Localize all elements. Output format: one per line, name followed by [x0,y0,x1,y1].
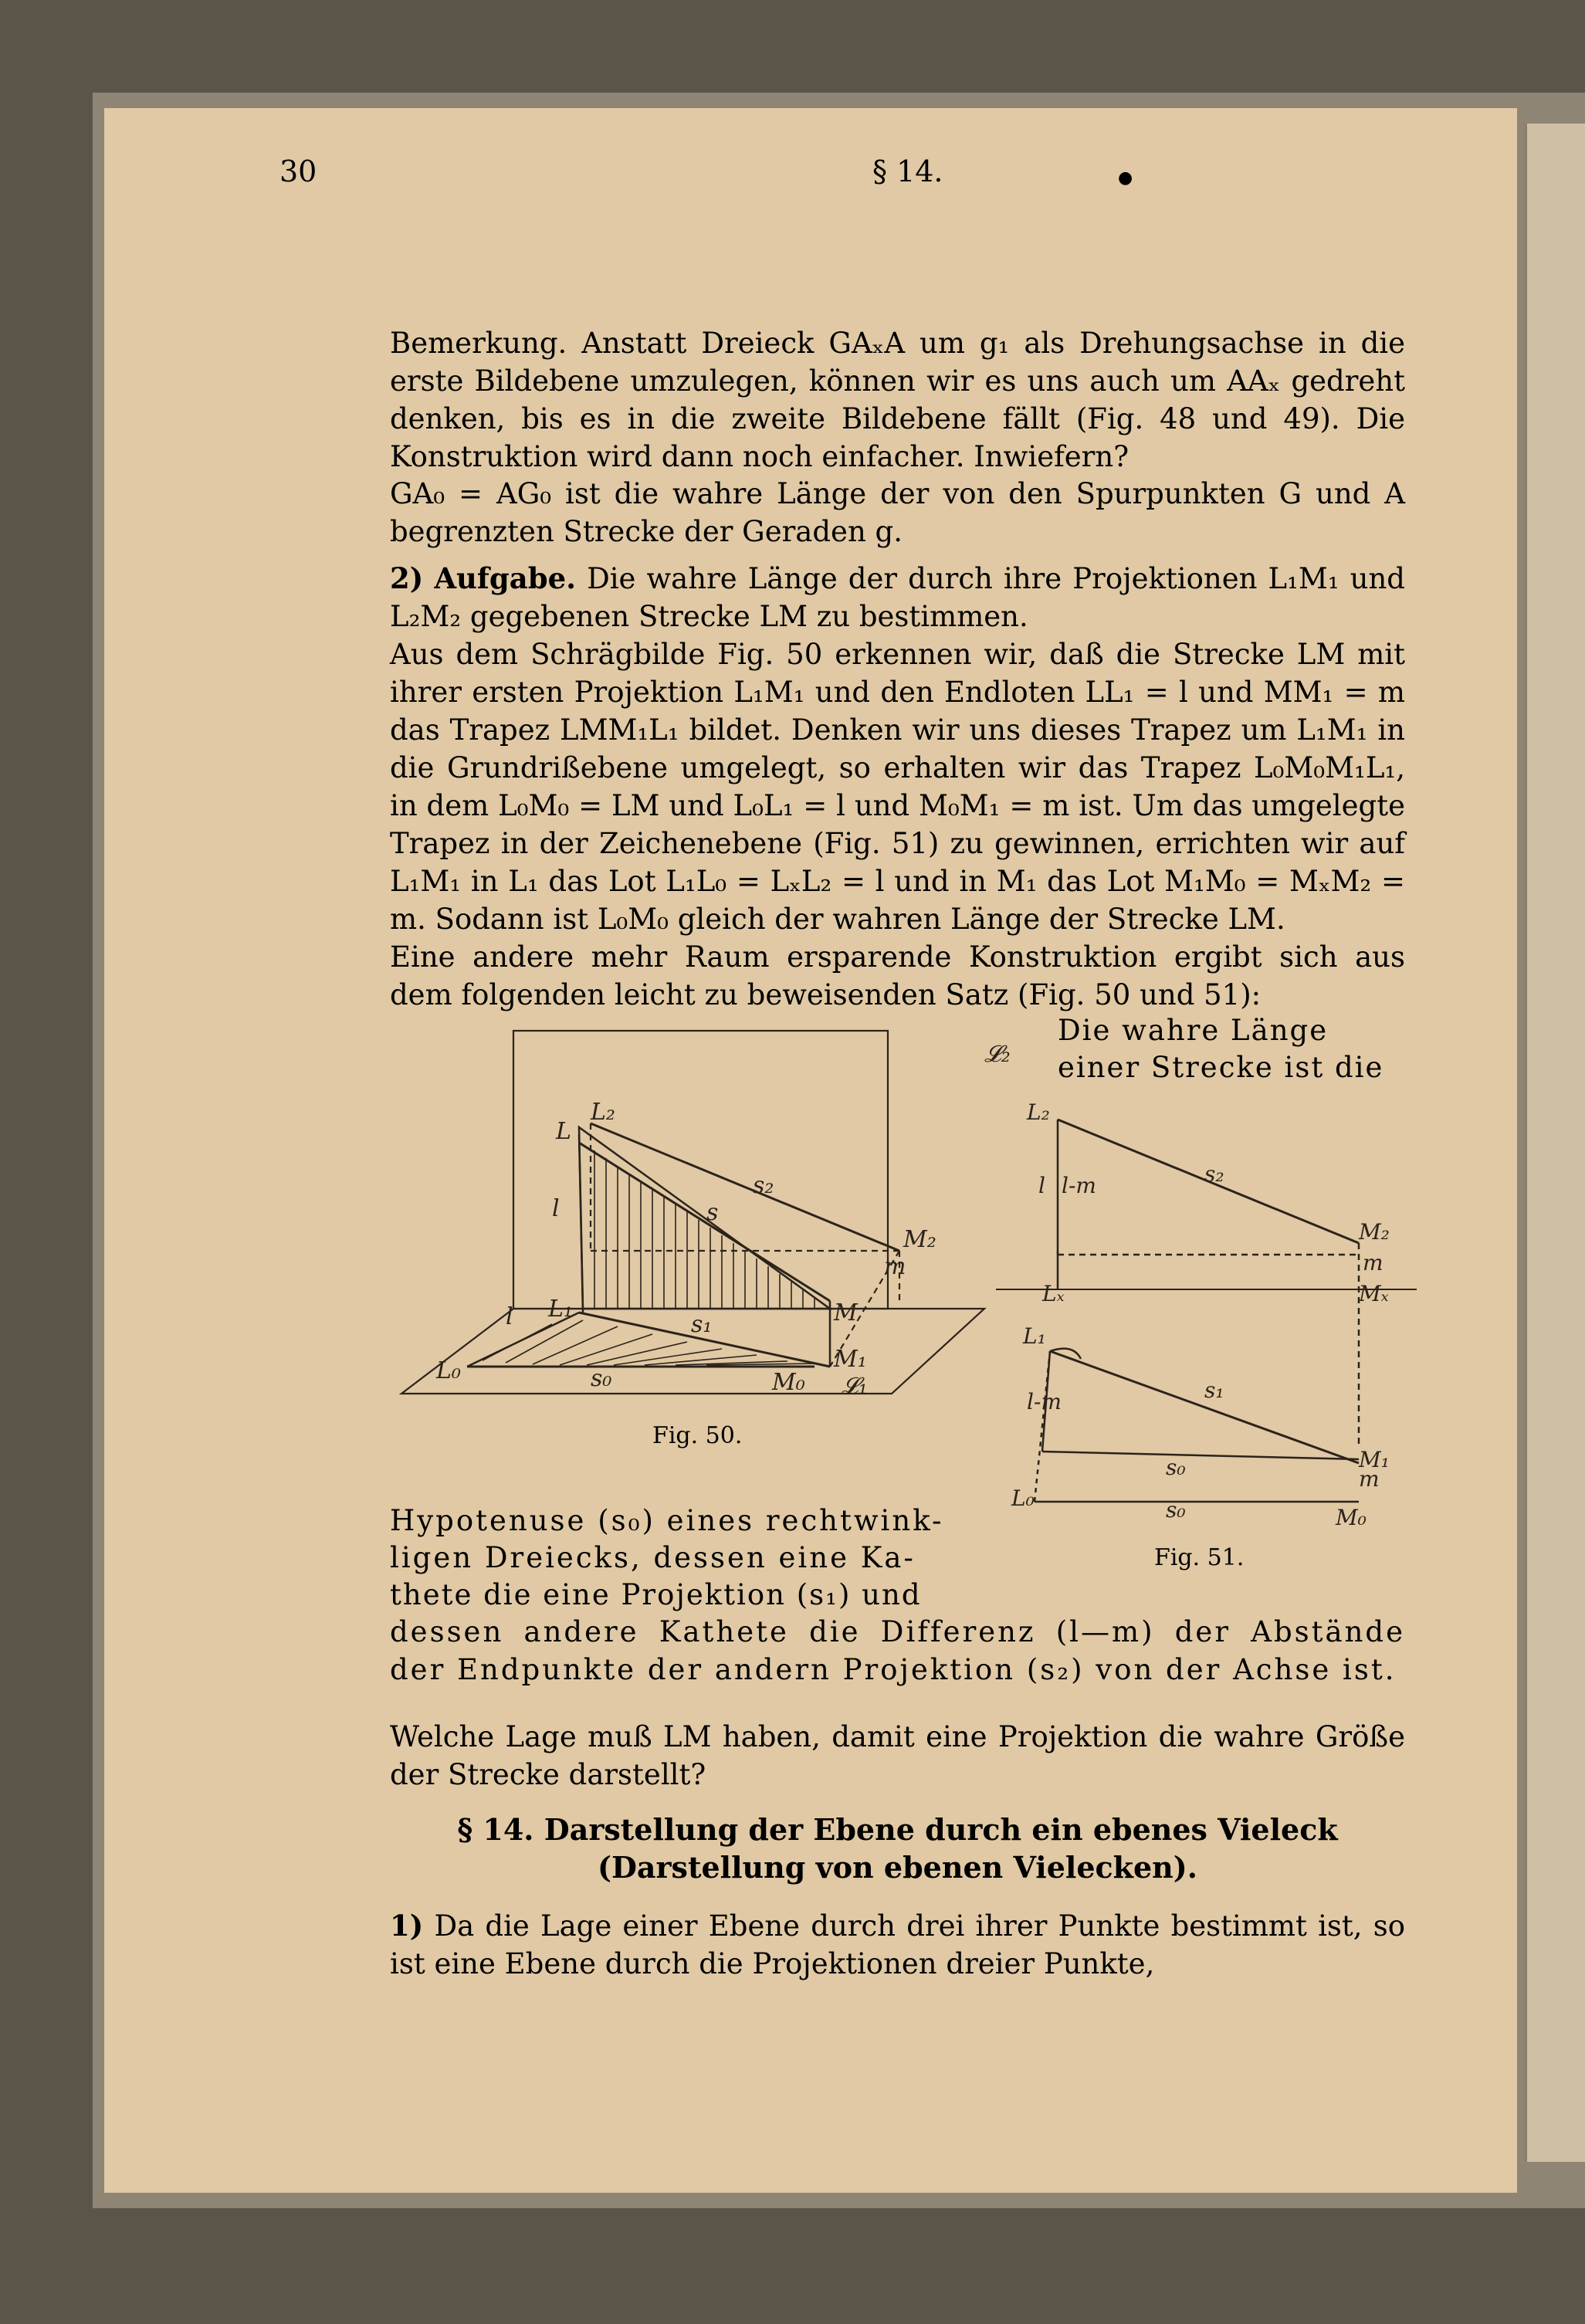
satz-line-3: Hypotenuse (s₀) eines rechtwink- [390,1504,944,1537]
satz-line-1: Die wahre Länge [1058,1014,1329,1047]
page-number: 30 [279,154,317,188]
figure-50 [398,1027,1023,1428]
fig50-line-l [579,1135,583,1313]
fig51-caption: Fig. 51. [1154,1544,1245,1571]
fig50-line-s2 [591,1123,899,1251]
paragraph-schraegbild: Aus dem Schrägbilde Fig. 50 erkennen wir, daß die Strecke LM mit ihrer ersten Projektion L₁M₁ und den Endloten LL₁ = l und MM₁ = m das Trapez LMM₁L₁ bildet. Denken wir uns dieses Trapez um L₁M₁ in die Grundrißebene umgelegt, so erhalten wir das Trapez L₀M₀M₁L₁, in dem L₀M₀ = LM und L₀L₁ = l und M₀M₁ = m ist. Um das umgelegte Trapez in der Zeichenebene (Fig. 51) zu gewinnen, errichten wir auf L₁M₁ in L₁ das Lot L₁L₀ = LₓL₂ = l und in M₁ das Lot M₁M₀ = MₓM₂ = m. Sodann ist L₀M₀ gleich der wahren Länge der Strecke LM. [390,638,1405,936]
next-page-edge [1525,124,1585,2162]
fig51-label-so: s₀ [1166,1455,1186,1480]
fig51-label-L2: L₂ [1027,1099,1050,1125]
fig50-label-m: m [884,1253,906,1280]
paragraph-ga0: GA₀ = AG₀ ist die wahre Länge der von den Spurpunkten G und A begrenzten Strecke der Geraden g. [390,477,1405,548]
fig51-label-Mo: M₀ [1336,1505,1367,1530]
fig50-label-plane2: 𝓛₂ [984,1041,1011,1068]
fig51-label-m2: m [1359,1466,1380,1492]
fig50-label-s2: s₂ [753,1172,774,1199]
fig51-line-s1 [1050,1351,1359,1463]
fig50-label-L: L [556,1118,571,1145]
fig51-label-s1: s₁ [1204,1377,1224,1403]
fig50-label-s1: s₁ [691,1311,713,1338]
figure-51 [996,1096,1417,1536]
paragraph-welche: Welche Lage muß LM haben, damit eine Projektion die wahre Größe der Strecke darstellt? [390,1720,1405,1791]
fig51-label-M2: M₂ [1359,1219,1390,1245]
fig50-label-L2: L₂ [591,1099,615,1126]
running-head: § 14. [872,154,943,188]
paragraph-bemerkung: Bemerkung. Anstatt Dreieck GAₓA um g₁ als Drehungsachse in die erste Bildebene umzulegen, können wir es uns auch um AAₓ gedreht denken, bis es in die zweite Bildebene fällt (Fig. 48 und 49). Die Konstruktion wird dann noch einfacher. Inwiefern? [390,327,1405,473]
fig51-label-so2: s₀ [1166,1497,1186,1523]
fig51-label-Mx: Mₓ [1359,1281,1389,1306]
section-1-number: 1) [390,1909,424,1943]
satz-line-6: dessen andere Kathete die Differenz (l—m) der Abstände der Endpunkte der andern Projektion (s₂) von der Achse ist. [390,1615,1405,1686]
fig50-label-s: s [706,1199,719,1226]
fig50-label-M2: M₂ [903,1226,936,1253]
fig50-caption: Fig. 50. [652,1422,743,1449]
fig51-label-Lx: Lₓ [1042,1281,1065,1306]
section-1-text: Da die Lage einer Ebene durch drei ihrer Punkte bestimmt ist, so ist eine Ebene durch die Projektionen dreier Punkte, [390,1909,1405,1980]
fig50-line-s [579,1143,830,1301]
fig51-label-l: l [1038,1173,1045,1198]
fig50-label-M1: M₁ [834,1346,867,1373]
fig50-label-l: l [552,1195,560,1222]
aufgabe-text: Die wahre Länge der durch ihre Projektionen L₁M₁ und L₂M₂ gegebenen Strecke LM zu bestimmen. [390,562,1405,633]
fig50-label-M: M [834,1299,858,1326]
print-dot: ● [1118,168,1133,188]
paragraph-section-1 [390,1907,1405,1983]
fig51-label-lm2: l-m [1027,1389,1062,1414]
fig50-label-L1: L₁ [548,1296,573,1323]
fig50-label-so: s₀ [591,1365,612,1392]
fig51-label-Lo: L₀ [1011,1486,1035,1511]
paragraph-eine-andere: Eine andere mehr Raum ersparende Konstruktion ergibt sich aus dem folgenden leicht zu beweisenden Satz (Fig. 50 und 51): [390,940,1405,1011]
fig51-label-s2: s₂ [1204,1161,1224,1187]
fig51-line-so [1042,1452,1359,1459]
fig51-label-lm: l-m [1062,1173,1096,1198]
fig50-vertical-triangle [579,1127,830,1309]
fig51-label-L1: L₁ [1023,1323,1046,1349]
aufgabe-label: Aufgabe. [434,561,576,595]
satz-line-5: thete die eine Projektion (s₁) und [390,1578,922,1611]
paragraph-aufgabe [390,560,1405,635]
fig51-label-M1: M₁ [1359,1447,1390,1472]
fig50-label-plane1: 𝓛₁ [842,1373,868,1400]
fig51-label-m: m [1363,1250,1383,1275]
fig50-label-Mo: M₀ [772,1369,805,1396]
fig50-label-Lo: L₀ [436,1357,461,1384]
aufgabe-number: 2) [390,561,424,595]
fig50-label-l-small: l [506,1303,513,1330]
satz-line-2: einer Strecke ist die [1058,1051,1384,1084]
section-title: § 14. Darstellung der Ebene durch ein ebenes Vieleck (Darstellung von ebenen Vielecken). [457,1812,1338,1885]
satz-line-4: ligen Dreiecks, dessen eine Ka- [390,1541,916,1574]
